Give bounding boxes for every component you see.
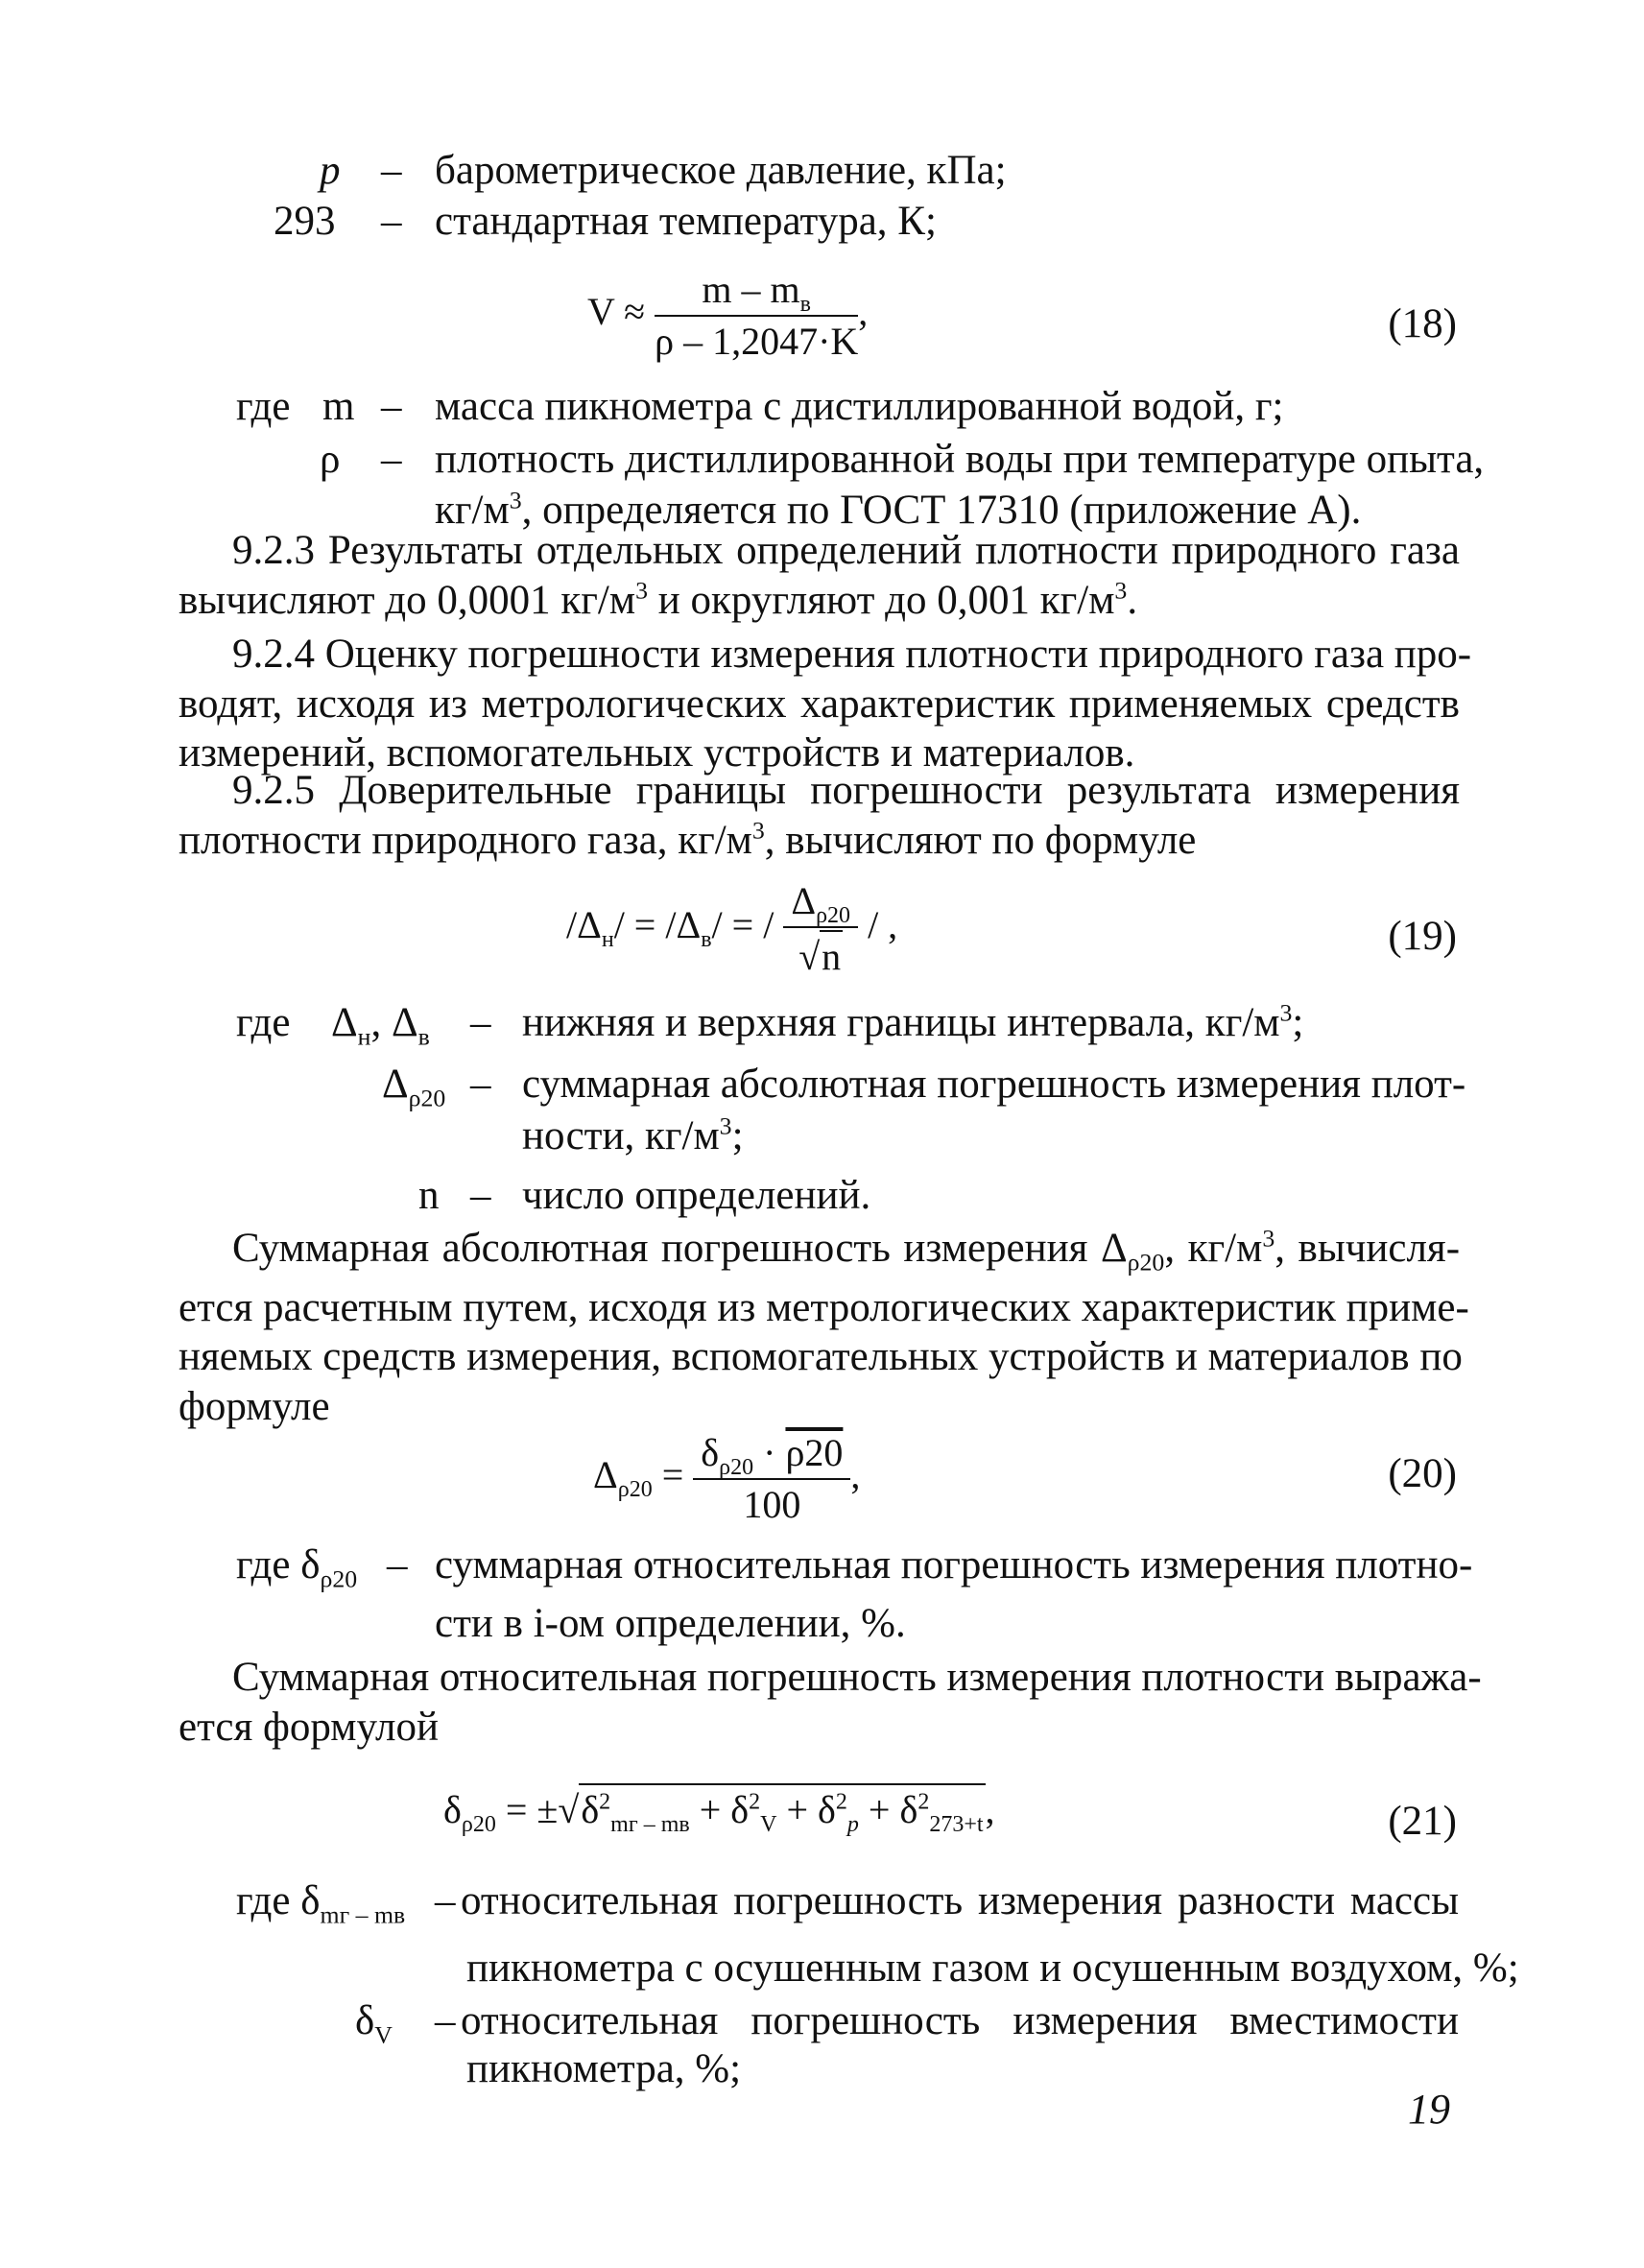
- plus: +: [689, 1788, 731, 1831]
- sub: V: [374, 2020, 393, 2049]
- eq21-radicand: [579, 1783, 985, 1837]
- eq20-tail: ,: [850, 1453, 861, 1497]
- eq18-denominator: ρ – 1,2047·K: [655, 320, 859, 363]
- para-line: Суммарная относительная погрешность измерения плотности выража-: [232, 1655, 1482, 1700]
- eq20-sub: ρ20: [617, 1477, 653, 1503]
- paragraph-summary-abs: [179, 1224, 1469, 1431]
- sym: Δ: [382, 1062, 409, 1107]
- dash: –: [435, 1998, 456, 2043]
- sub: m: [610, 1812, 629, 1837]
- eq18-tail: ,: [858, 290, 869, 334]
- superscript: 3: [751, 816, 765, 845]
- sub-group: [610, 1812, 690, 1837]
- eq19-text: / = /Δ: [613, 903, 702, 947]
- text: δ: [818, 1788, 836, 1831]
- equation-19: [566, 878, 897, 980]
- eq20-eq: =: [661, 1453, 684, 1497]
- def-lead-gde: где: [236, 1000, 291, 1045]
- equation-number-20: (20): [1388, 1451, 1457, 1496]
- symbol-n: n: [418, 1173, 440, 1218]
- para-line: измерений, вспомогательных устройств и материалов.: [179, 730, 1135, 776]
- eq20-numerator: [693, 1430, 850, 1480]
- eq20-denominator: 100: [743, 1483, 801, 1526]
- text: ρ20: [785, 1431, 844, 1474]
- eq21-eq: = ±: [505, 1788, 559, 1831]
- para-line: няемых средств измерения, вспомогательных устройств и материалов по: [179, 1334, 1463, 1380]
- eq19-fraction: [783, 878, 858, 980]
- dash: –: [381, 148, 402, 193]
- sub: ρ20: [408, 1084, 446, 1112]
- symbol-m: m: [322, 384, 355, 429]
- sub: в: [393, 1900, 406, 1929]
- eq19-sub: в: [701, 927, 712, 953]
- sym: , Δ: [370, 1000, 418, 1045]
- sup: 2: [917, 1789, 930, 1815]
- superscript: 3: [509, 486, 522, 514]
- text: ности, кг/м: [522, 1113, 720, 1158]
- sub: г: [628, 1812, 638, 1837]
- para-line: 9.2.4 Оценку погрешности измерения плотности природного газа про-: [232, 632, 1472, 677]
- eq19-tail: / ,: [868, 903, 898, 947]
- def-text-cont: [522, 1111, 744, 1161]
- para-line: 9.2.5 Доверительные границы погрешности результата измерения: [232, 768, 1460, 813]
- sub: ρ20: [719, 1455, 754, 1480]
- para-line: ется формулой: [179, 1704, 440, 1750]
- superscript: 3: [1262, 1224, 1275, 1253]
- text: где δ: [236, 1542, 321, 1588]
- sub: 273+t: [929, 1812, 984, 1837]
- sub: – m: [349, 1900, 394, 1929]
- def-text: стандартная температура, К;: [435, 199, 937, 244]
- dash: –: [381, 437, 402, 482]
- def-text: барометрическое давление, кПа;: [435, 148, 1007, 193]
- text: нижняя и верхняя границы интервала, кг/м: [522, 1000, 1280, 1045]
- def-text: масса пикнометра с дистиллированной водой, г;: [435, 384, 1284, 429]
- sub: ρ20: [461, 1812, 496, 1837]
- text: , вычисля-: [1275, 1226, 1461, 1271]
- equation-number-19: (19): [1388, 914, 1457, 959]
- equation-number-18: (18): [1388, 301, 1457, 346]
- eq19-denominator: √n: [783, 928, 858, 980]
- paragraph-9-2-3: [179, 526, 1460, 625]
- dash: –: [470, 1173, 491, 1218]
- dash: –: [381, 384, 402, 429]
- symbol-p: p: [320, 148, 341, 193]
- def-text: [522, 998, 1303, 1048]
- para-line: 9.2.3 Результаты отдельных определений плотности природного газа: [232, 528, 1460, 573]
- text: ·: [753, 1431, 786, 1474]
- sub: – m: [637, 1812, 679, 1837]
- text: ;: [1292, 1000, 1304, 1045]
- equation-18: [587, 267, 868, 365]
- sub: ρ20: [1127, 1248, 1165, 1277]
- symbol-delta-v: [355, 1996, 393, 2049]
- text: δ: [581, 1788, 600, 1831]
- text: и округляют до 0,001 кг/м: [647, 577, 1115, 623]
- def-text: суммарная абсолютная погрешность измерения плот-: [522, 1062, 1466, 1107]
- superscript: 3: [1279, 998, 1293, 1027]
- equation-21: $\delta_{\rho 20} = \pm√\delta^2_{mг - mв} + \delta^2_V + \delta^2_p + \delta^2_{273+t}$,: [443, 1783, 995, 1833]
- eq20-text: Δ: [593, 1453, 618, 1497]
- sup: 2: [835, 1789, 847, 1815]
- paragraph-summary-rel: [179, 1653, 1482, 1752]
- page-number: 19: [1408, 2086, 1450, 2133]
- eq19-num: Δ: [791, 879, 817, 922]
- text: δ: [730, 1788, 750, 1831]
- dash: –: [470, 1062, 491, 1107]
- sub-group: [320, 1901, 405, 1929]
- eq18-num-sub: в: [799, 292, 811, 317]
- sub: н: [357, 1022, 371, 1051]
- eq21-tail: ,: [985, 1788, 995, 1831]
- superscript: 3: [1114, 576, 1128, 605]
- dash: –: [381, 199, 402, 244]
- symbol-rho: ρ: [320, 437, 341, 482]
- eq18-fraction: [655, 267, 858, 365]
- eq19-numerator: [783, 878, 858, 928]
- sup: 2: [749, 1789, 761, 1815]
- symbol-delta-n-v: [331, 998, 430, 1051]
- sub: г: [339, 1900, 350, 1929]
- def-text-cont: пикнометра, %;: [466, 2046, 742, 2091]
- dash: –: [387, 1542, 408, 1588]
- text: ;: [731, 1113, 744, 1158]
- def-text: число определений.: [522, 1173, 871, 1218]
- sub: V: [760, 1812, 777, 1837]
- def-lead-gde-delta: [236, 1540, 358, 1593]
- def-text: относительная погрешность измерения разности массы: [461, 1878, 1459, 1923]
- equation-number-21: (21): [1388, 1799, 1457, 1844]
- superscript: 3: [719, 1111, 732, 1140]
- text: δ: [899, 1788, 918, 1831]
- dash: –: [470, 1000, 491, 1045]
- para-line: [179, 576, 1460, 626]
- para-line: формуле: [179, 1383, 330, 1429]
- sym: Δ: [331, 1000, 358, 1045]
- sub: ρ20: [320, 1564, 358, 1593]
- eq21-text: δ: [443, 1788, 462, 1831]
- text: .: [1127, 577, 1138, 623]
- paragraph-9-2-4: [179, 630, 1472, 778]
- eq19-num-sub: ρ20: [816, 903, 851, 928]
- def-text-cont: сти в i-ом определении, %.: [435, 1601, 906, 1646]
- para-line: [179, 1224, 1461, 1277]
- plus: +: [858, 1788, 900, 1831]
- def-text: плотность дистиллированной воды при температуре опыта,: [435, 437, 1485, 482]
- plus: +: [776, 1788, 819, 1831]
- eq20-fraction: [693, 1430, 850, 1528]
- eq19-text: / = /: [711, 903, 774, 947]
- text: , кг/м: [1164, 1226, 1263, 1271]
- symbol-293: 293: [274, 199, 336, 244]
- symbol-delta-rho20: [382, 1060, 445, 1110]
- text: где δ: [236, 1878, 321, 1923]
- eq18-num-text: m – m: [702, 268, 800, 311]
- eq19-sub: н: [601, 927, 614, 953]
- sub: в: [679, 1812, 690, 1837]
- def-lead-gde: где: [236, 384, 291, 429]
- sub: в: [417, 1022, 430, 1051]
- para-line: водят, исходя из метрологических характеристик применяемых средств: [179, 680, 1460, 727]
- sym: δ: [355, 1998, 375, 2043]
- sub: p: [846, 1812, 859, 1837]
- eq18-numerator: [655, 267, 858, 317]
- equation-20: [593, 1430, 860, 1528]
- para-line: [179, 816, 1460, 866]
- paragraph-9-2-5: [179, 766, 1460, 865]
- text: плотности природного газа, кг/м: [179, 817, 752, 863]
- text: , вычисляют по формуле: [764, 817, 1197, 863]
- sup: 2: [599, 1789, 611, 1815]
- sub: m: [320, 1900, 340, 1929]
- eq19-den: n: [820, 930, 843, 980]
- def-text: суммарная относительная погрешность измерения плотно-: [435, 1542, 1473, 1588]
- para-line: ется расчетным путем, исходя из метрологических характеристик приме-: [179, 1284, 1469, 1330]
- text: Суммарная абсолютная погрешность измерения Δ: [232, 1226, 1128, 1271]
- text: δ: [701, 1431, 720, 1474]
- eq18-lhs: V ≈: [587, 290, 646, 334]
- superscript: 3: [635, 576, 648, 605]
- text: вычисляют до 0,0001 кг/м: [179, 577, 636, 623]
- def-cont-text: , определяется по ГОСТ 17310 (приложение А).: [521, 488, 1362, 533]
- def-text-cont: пикнометра с осушенным газом и осушенным воздухом, %;: [466, 1946, 1519, 1991]
- def-text: относительная погрешность измерения вместимости: [461, 1998, 1459, 2043]
- unit-text: кг/м: [435, 488, 510, 533]
- eq19-text: /Δ: [566, 903, 602, 947]
- dash: –: [435, 1878, 456, 1923]
- def-lead-gde-delta-m: [236, 1876, 406, 1929]
